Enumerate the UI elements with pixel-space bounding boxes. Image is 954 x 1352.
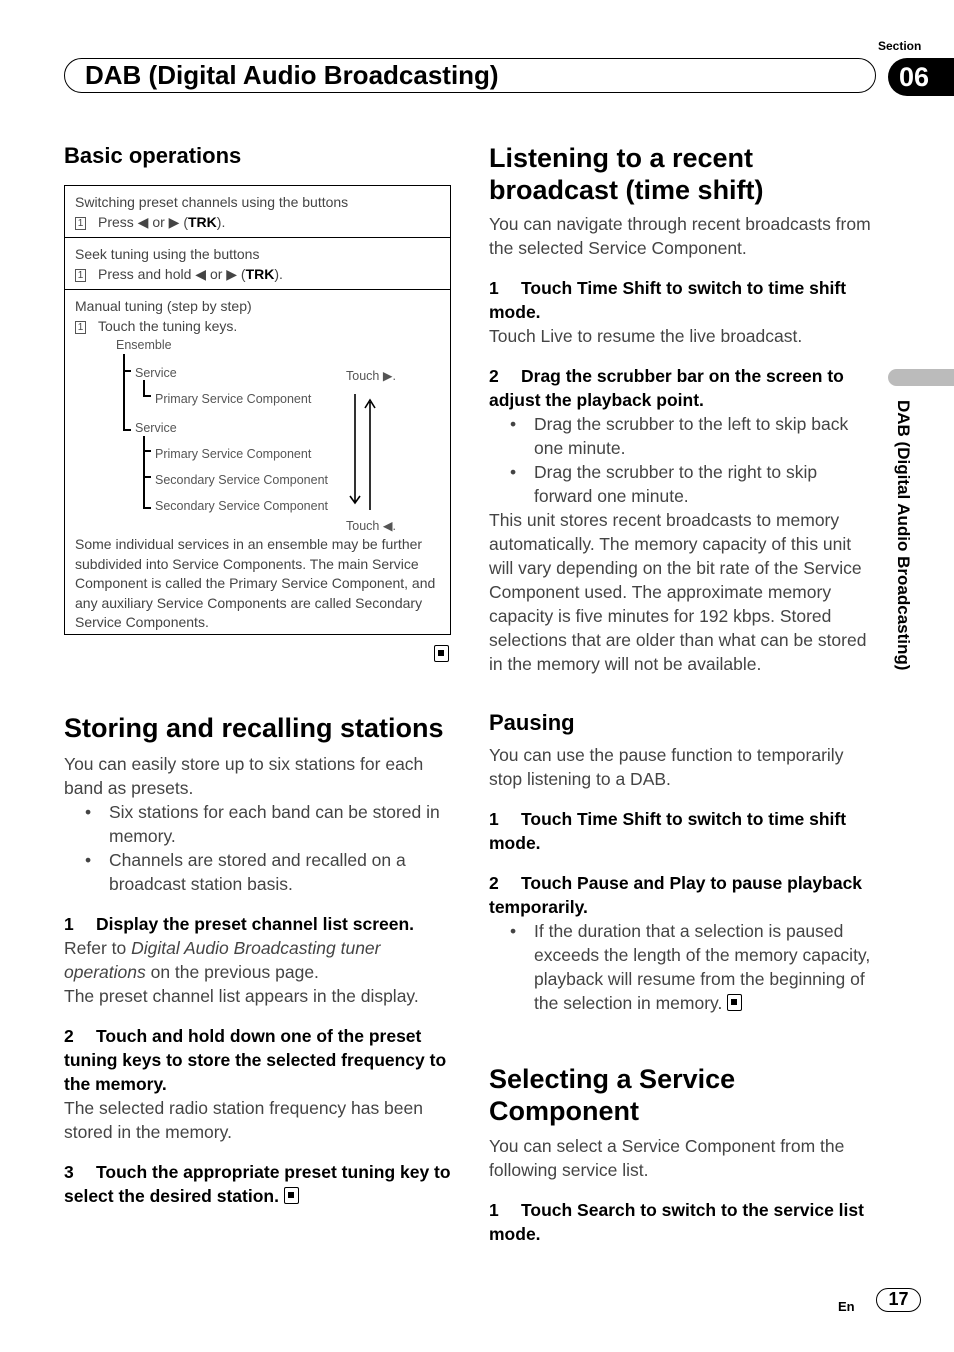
time-shift-body: This unit stores recent broadcasts to memory automatically. The memory capacity of this unit will vary depending on the bit rate of the Service Component used. The approximate memory capacity is five minutes for 192 kbps. Stored selections that are older than what can be stored in the memory will not be available. bbox=[489, 510, 867, 674]
step-text: Touch the tuning keys. bbox=[98, 318, 238, 334]
time-shift-bullets bbox=[489, 412, 879, 508]
selecting-intro: You can select a Service Component from the following service list. bbox=[489, 1136, 845, 1180]
basic-operations-heading: Basic operations bbox=[64, 143, 242, 168]
step-1: 1 Touch Time Shift to switch to time shift mode. bbox=[489, 809, 847, 853]
primary-component-label: Primary Service Component bbox=[155, 392, 312, 406]
pausing-heading: Pausing bbox=[489, 710, 575, 735]
secondary-component-label: Secondary Service Component bbox=[155, 499, 329, 513]
service-label: Service bbox=[135, 366, 177, 380]
step-text: Press ◀ or ▶ ( bbox=[98, 214, 188, 230]
list-item: • Channels are stored and recalled on a broadcast station basis. bbox=[64, 848, 454, 896]
step-1-body: Touch Live to resume the live broadcast. bbox=[489, 326, 803, 346]
basic-operations-table bbox=[64, 185, 451, 635]
list-item: • If the duration that a selection is paused exceeds the length of the memory capacity, playback will resume from the beginning of the selection in memory. bbox=[489, 919, 879, 1015]
time-shift-intro: You can navigate through recent broadcasts from the selected Service Component. bbox=[489, 214, 871, 258]
section-label: Section bbox=[878, 39, 922, 53]
row-step bbox=[75, 212, 440, 232]
table-row bbox=[65, 186, 450, 238]
list-item: • Drag the scrubber to the left to skip back one minute. bbox=[489, 412, 879, 460]
time-shift-heading: Listening to a recent broadcast (time shift) bbox=[489, 143, 764, 205]
row-title: Manual tuning (step by step) bbox=[75, 298, 252, 314]
language-label: En bbox=[838, 1299, 855, 1314]
section-number-badge: 06 bbox=[888, 58, 954, 96]
step-1: 1 Touch Time Shift to switch to time shift mode. bbox=[489, 278, 847, 322]
step-text-end: ). bbox=[274, 266, 283, 282]
step-number: 1 bbox=[75, 217, 86, 230]
step-text-end: ). bbox=[216, 214, 226, 230]
step-2: 2 Touch and hold down one of the preset tuning keys to store the selected frequency to the memory. bbox=[64, 1026, 447, 1094]
table-note: Some individual services in an ensemble may be further subdivided into Service Components. The main Service Component is called the Primary Service Component, and any auxiliary Service Components are called Secondary Service Components. bbox=[75, 536, 436, 630]
step-3: 3 Touch the appropriate preset tuning key to select the desired station. bbox=[64, 1162, 451, 1206]
step-number: 1 bbox=[75, 269, 86, 282]
end-mark-icon bbox=[434, 645, 449, 662]
chapter-title: DAB (Digital Audio Broadcasting) bbox=[85, 60, 499, 90]
side-tab-label: DAB (Digital Audio Broadcasting) bbox=[894, 400, 913, 671]
storing-bullets bbox=[64, 800, 454, 896]
step-number: 1 bbox=[75, 321, 86, 334]
ensemble-label: Ensemble bbox=[116, 338, 172, 352]
step-2: 2 Touch Pause and Play to pause playback temporarily. bbox=[489, 873, 863, 917]
selecting-heading: Selecting a Service Component bbox=[489, 1064, 736, 1126]
row-title: Seek tuning using the buttons bbox=[75, 246, 260, 262]
side-tab-marker bbox=[888, 369, 954, 386]
step-2-body: The selected radio station frequency has been stored in the memory. bbox=[64, 1098, 423, 1142]
touch-next-label: Touch ▶. bbox=[346, 369, 396, 383]
row-title: Switching preset channels using the buttons bbox=[75, 194, 349, 210]
step-1: 1 Touch Search to switch to the service list mode. bbox=[489, 1200, 864, 1244]
end-mark-icon bbox=[284, 1187, 299, 1204]
primary-component-label: Primary Service Component bbox=[155, 447, 312, 461]
trk-key: TRK bbox=[245, 266, 275, 282]
pausing-bullets bbox=[489, 919, 879, 1015]
page-number: 17 bbox=[876, 1288, 921, 1312]
touch-prev-label: Touch ◀. bbox=[346, 519, 396, 533]
row-step bbox=[75, 264, 440, 284]
storing-heading: Storing and recalling stations bbox=[64, 713, 444, 743]
pausing-intro: You can use the pause function to temporarily stop listening to a DAB. bbox=[489, 745, 844, 789]
list-item: • Drag the scrubber to the right to skip forward one minute. bbox=[489, 460, 879, 508]
trk-key: TRK bbox=[188, 214, 217, 230]
end-mark-icon bbox=[727, 994, 742, 1011]
service-label: Service bbox=[135, 421, 177, 435]
row-step bbox=[75, 316, 440, 336]
secondary-component-label: Secondary Service Component bbox=[155, 473, 329, 487]
storing-intro: You can easily store up to six stations for each band as presets. bbox=[64, 754, 424, 798]
step-2: 2 Drag the scrubber bar on the screen to adjust the playback point. bbox=[489, 366, 844, 410]
up-down-arrows-icon bbox=[347, 390, 377, 515]
step-text: Press and hold ◀ or ▶ ( bbox=[98, 266, 246, 282]
table-row bbox=[65, 238, 450, 290]
list-item: • Six stations for each band can be stored in memory. bbox=[64, 800, 454, 848]
table-row bbox=[65, 290, 450, 630]
step-1: 1 Display the preset channel list screen. bbox=[64, 914, 415, 934]
step-1-body: Refer to Digital Audio Broadcasting tuner operations on the previous page. The preset channel list appears in the display. bbox=[64, 938, 419, 1006]
